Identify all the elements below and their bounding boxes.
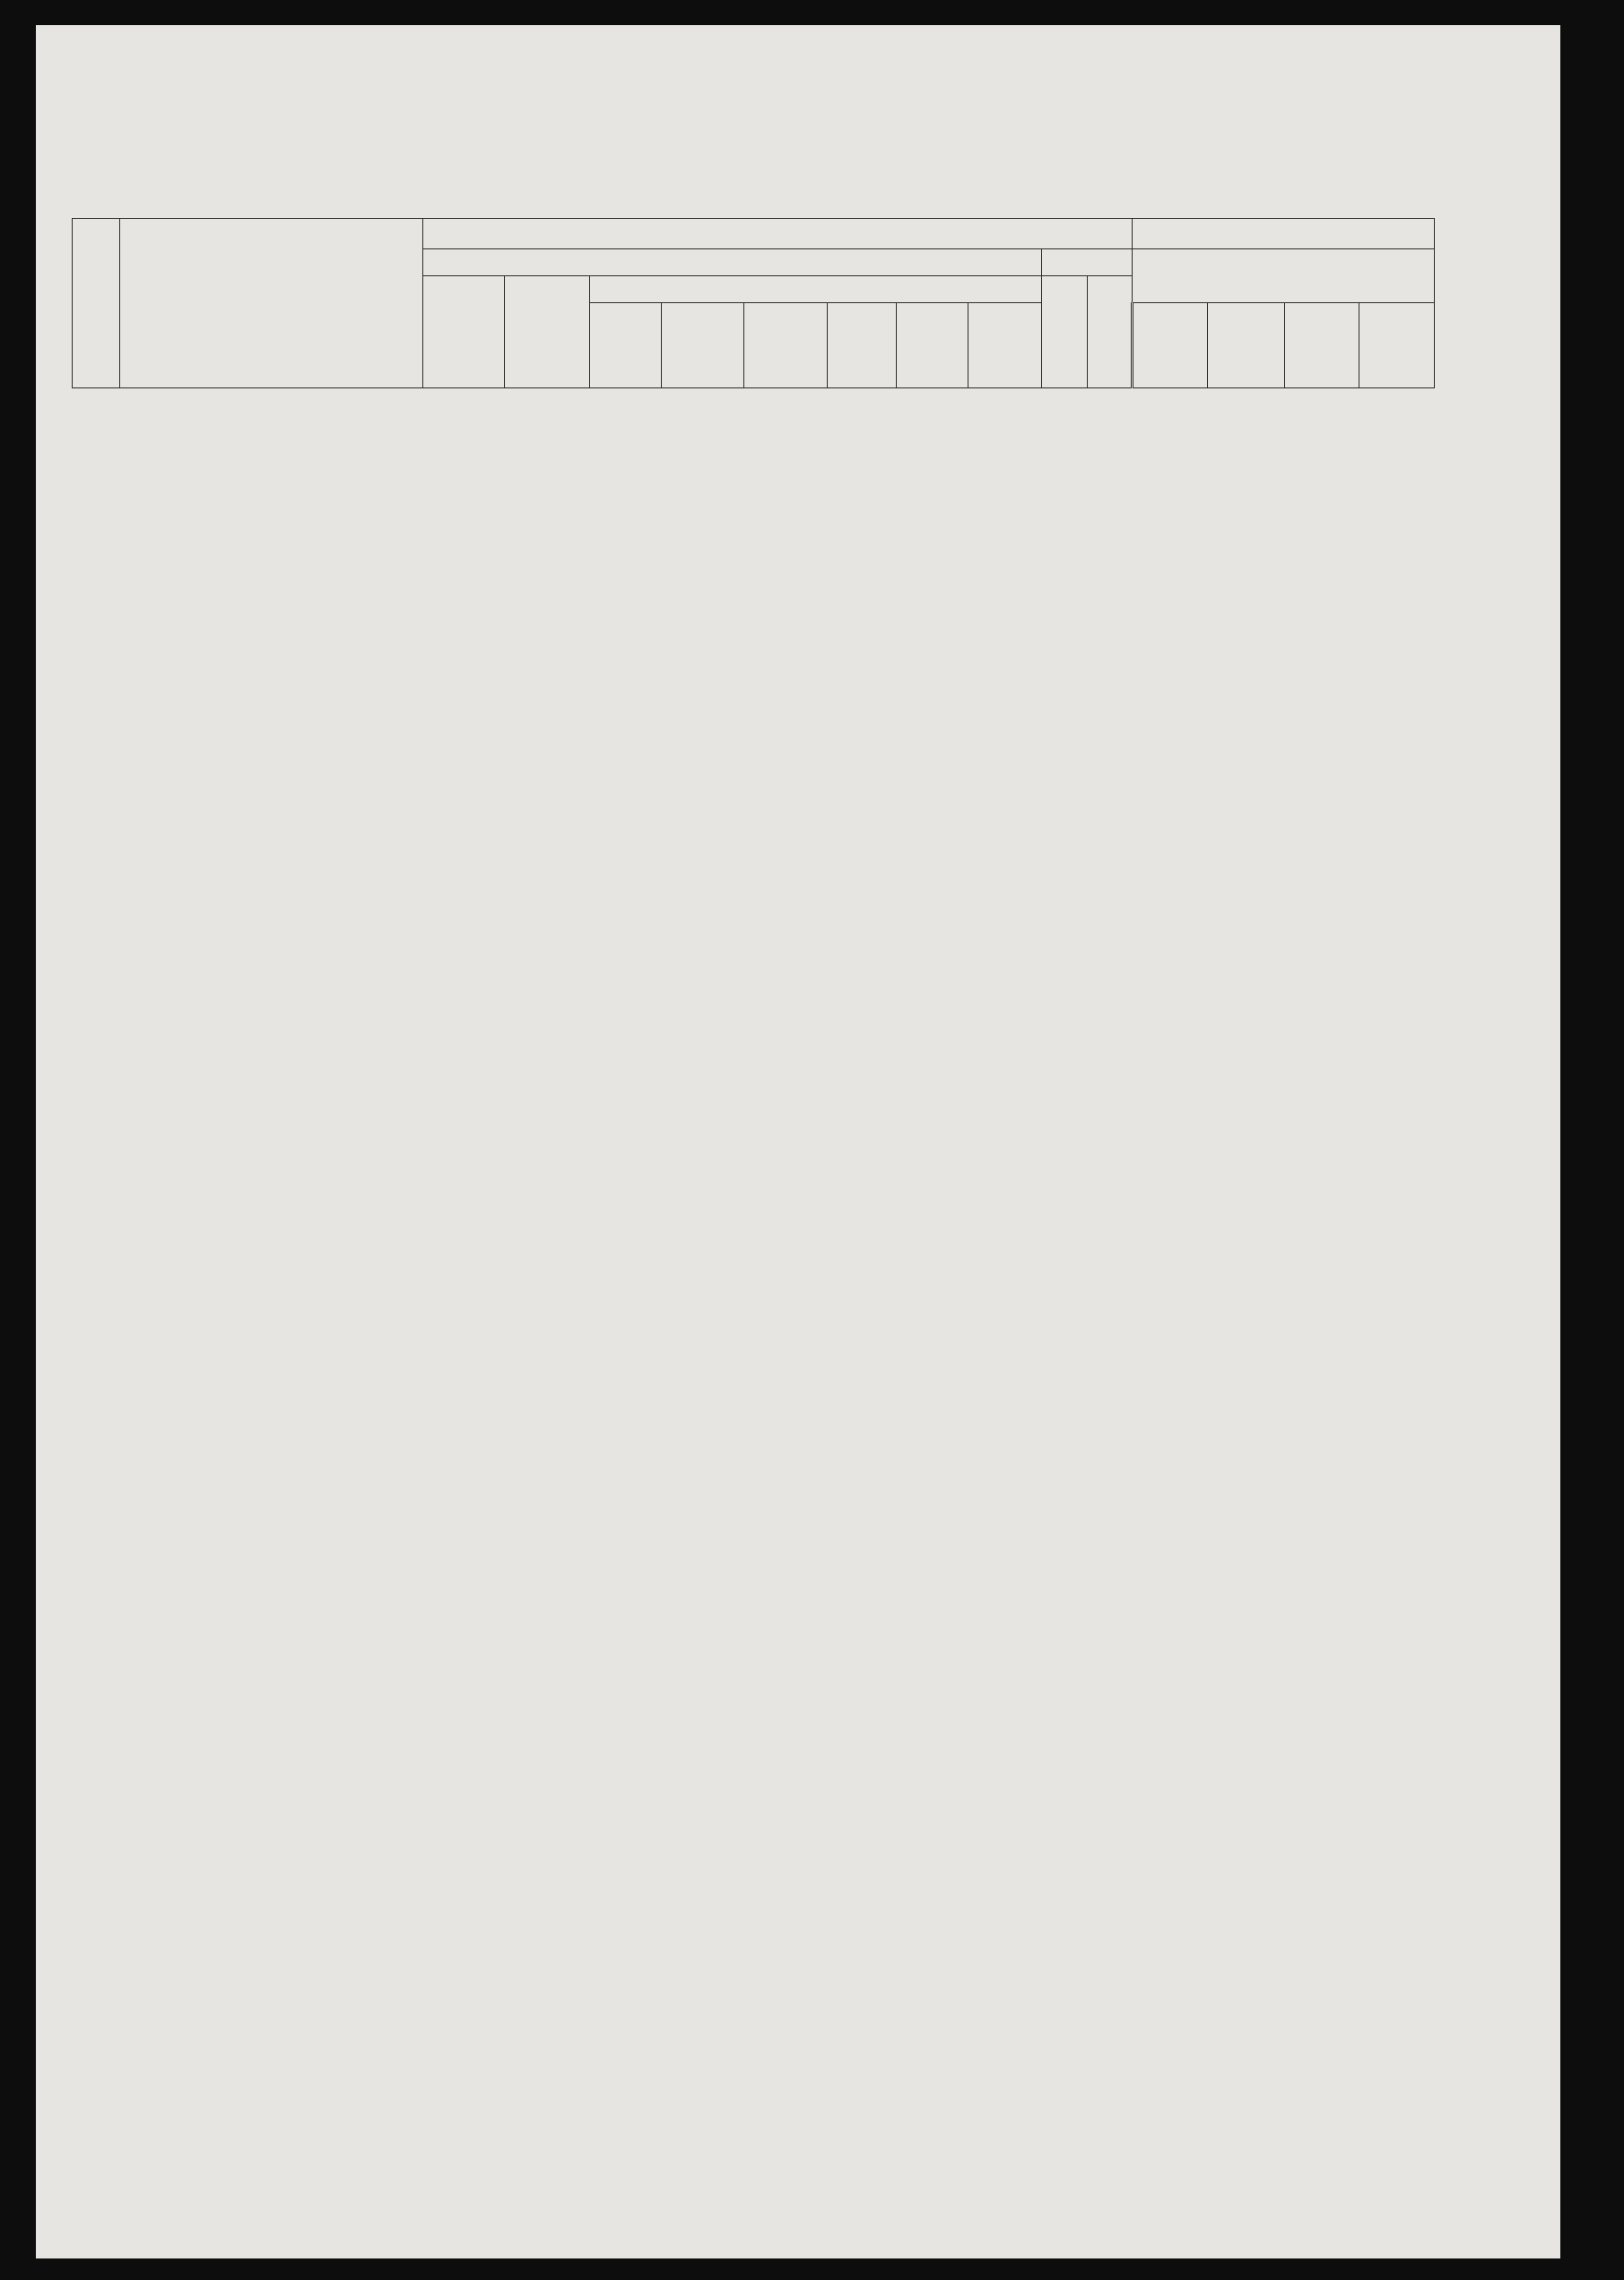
header-rinder xyxy=(1207,303,1284,388)
header-ortsgemeinden xyxy=(1133,219,1435,249)
header-weingaerten xyxy=(828,303,897,388)
header-hutweiden xyxy=(897,303,968,388)
table-header xyxy=(73,219,1435,388)
header-im-ganzen xyxy=(423,276,504,388)
header-grossgrund xyxy=(1042,276,1087,388)
header-aecker xyxy=(590,303,662,388)
header-steuerpflichtige xyxy=(504,276,590,388)
header-areal xyxy=(423,249,1042,276)
header-gaerten xyxy=(744,303,828,388)
header-fabriken xyxy=(1087,276,1132,388)
header-schweine xyxy=(1359,303,1435,388)
scanned-page xyxy=(36,25,1560,2258)
header-katastralgemeinden xyxy=(423,219,1133,249)
header-name xyxy=(120,219,423,388)
statistics-table xyxy=(72,218,1435,388)
header-davon xyxy=(590,276,1042,303)
header-wald xyxy=(968,303,1041,388)
header-viehstand xyxy=(1133,249,1435,303)
header-pferde xyxy=(1133,303,1208,388)
footnotes xyxy=(103,1039,1448,1055)
header-anzahl xyxy=(1042,249,1133,276)
header-nr xyxy=(73,219,120,388)
header-schafe xyxy=(1284,303,1359,388)
header-wiesen xyxy=(661,303,744,388)
